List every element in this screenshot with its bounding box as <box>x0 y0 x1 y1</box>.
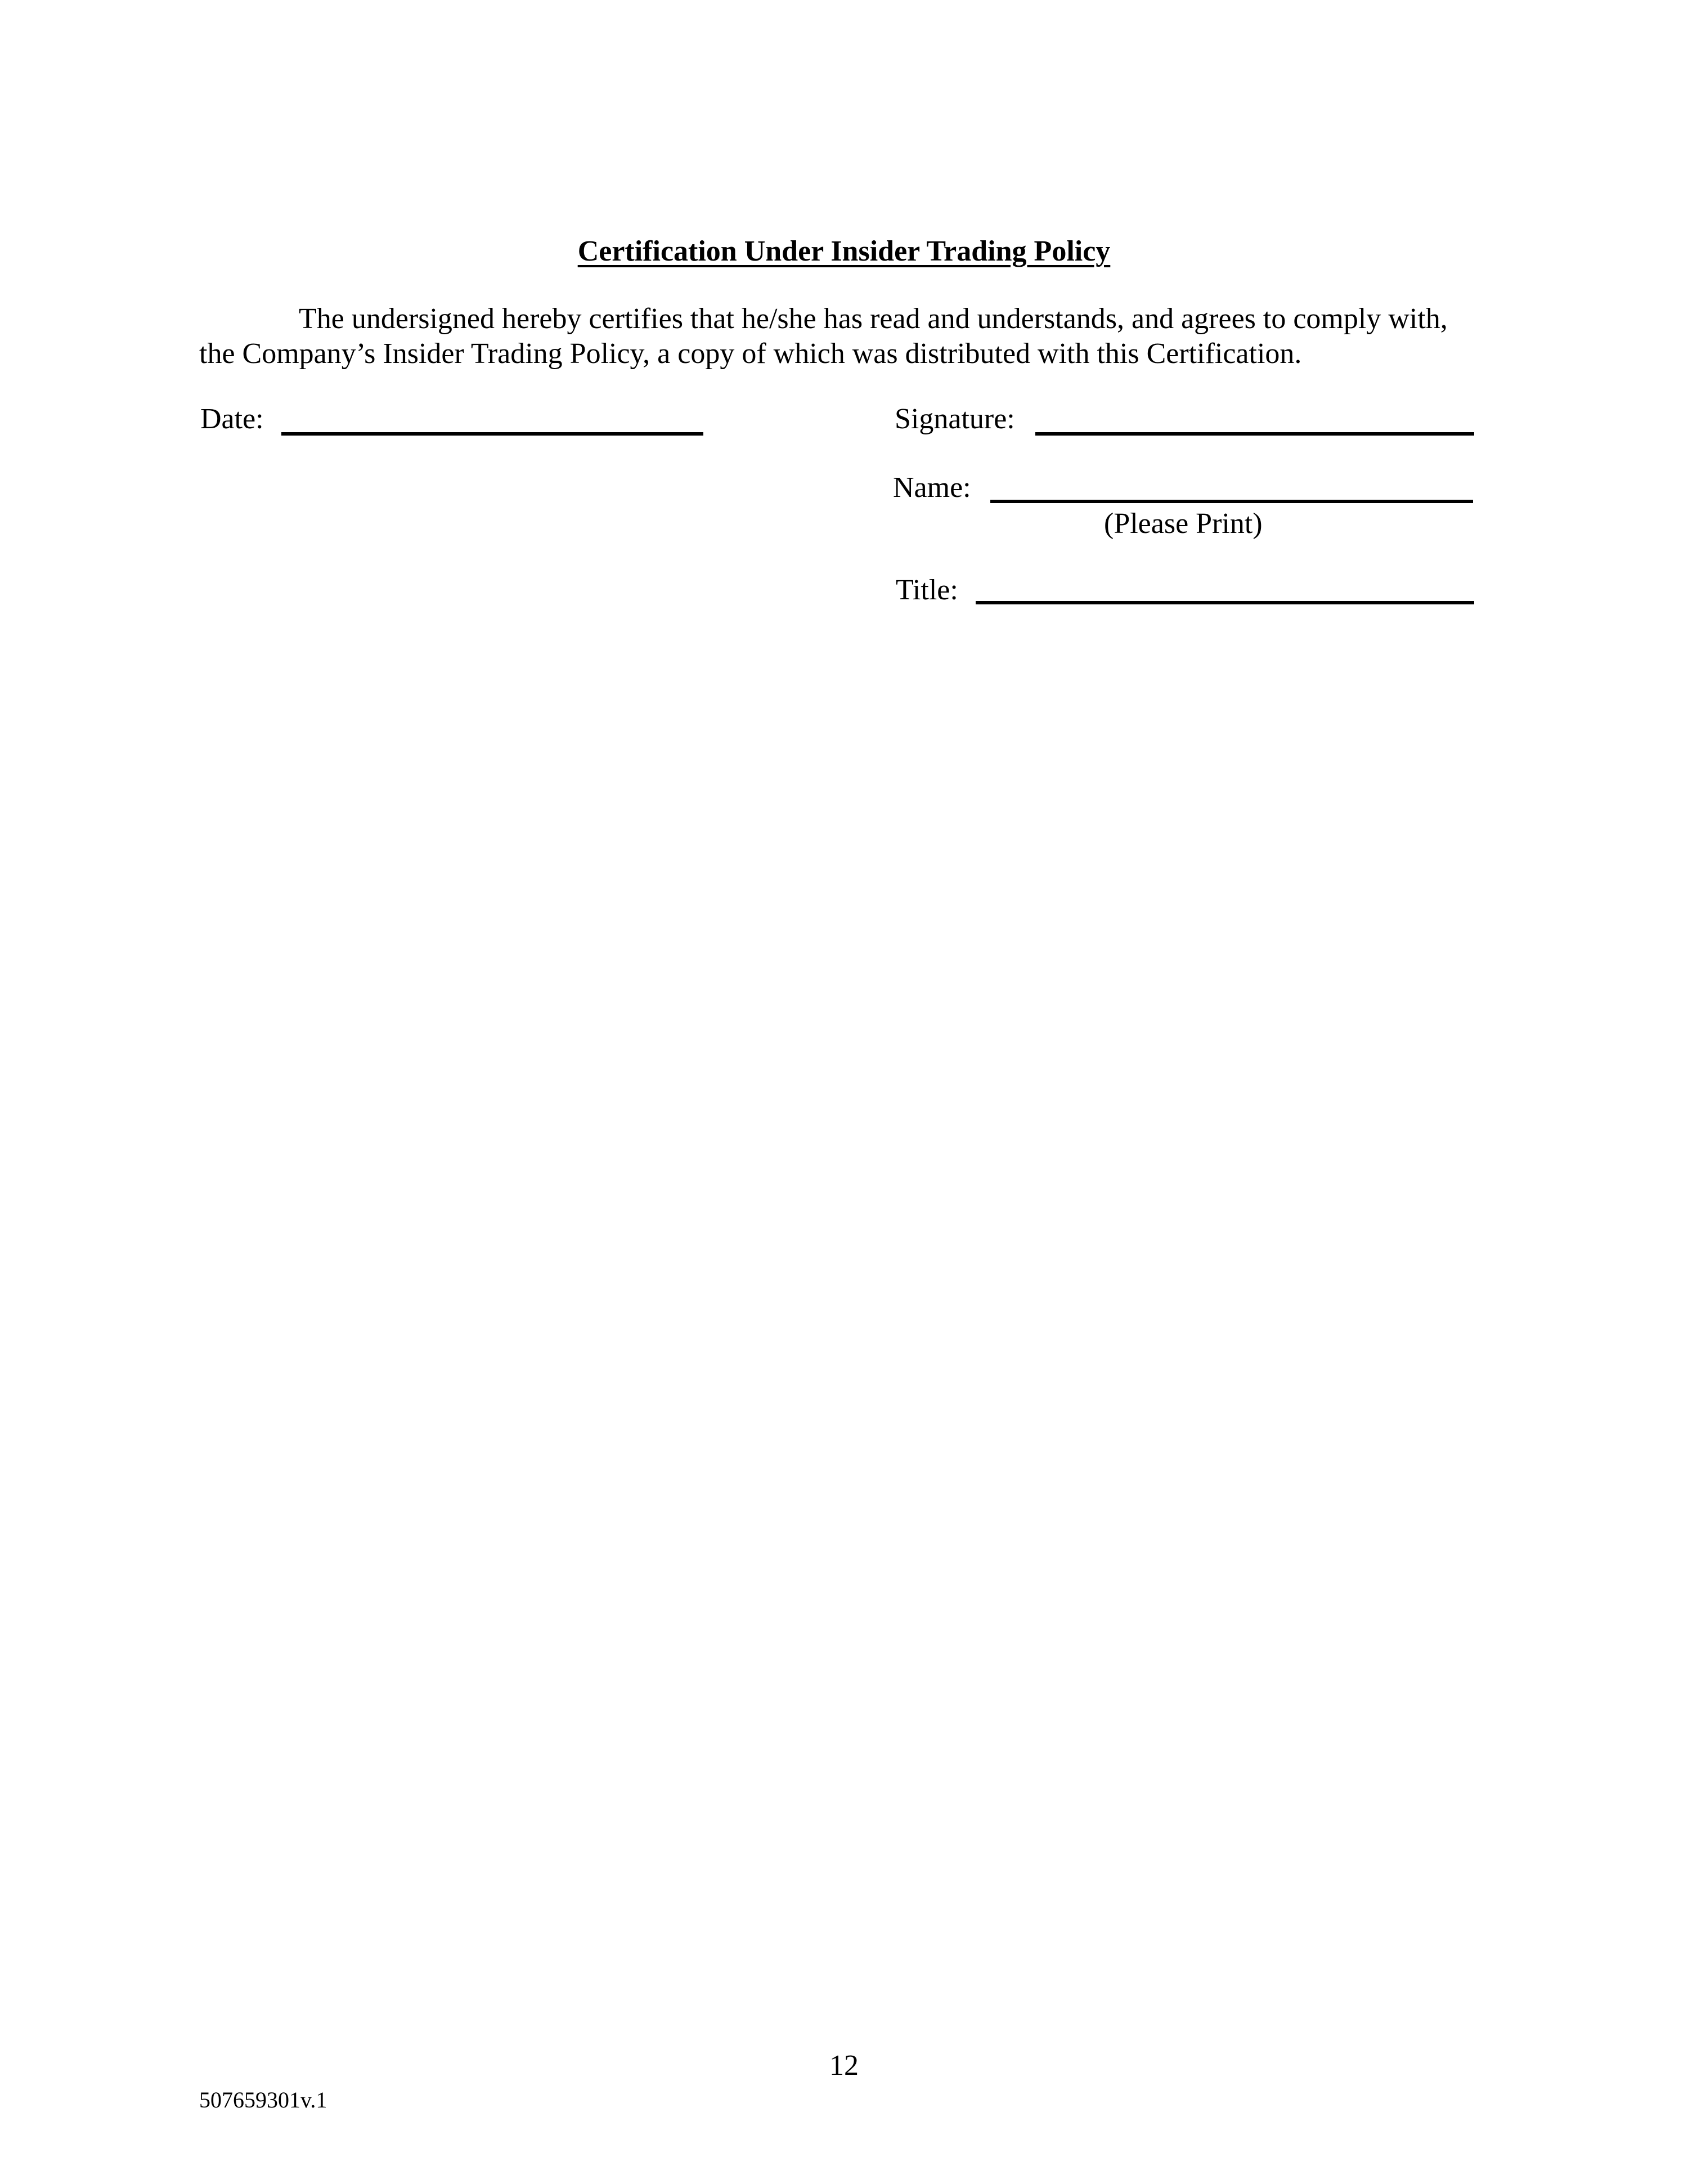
title-line[interactable] <box>976 601 1474 604</box>
page-title: Certification Under Insider Trading Policy <box>577 235 1111 267</box>
page-number: 12 <box>829 2050 859 2082</box>
title-label: Title: <box>896 574 958 606</box>
certification-paragraph <box>199 302 1493 371</box>
signature-label: Signature: <box>895 403 1015 435</box>
date-signature-line[interactable] <box>281 432 703 436</box>
date-label: Date: <box>200 403 264 435</box>
please-print-note: (Please Print) <box>1104 508 1263 540</box>
paragraph-line-2: the Company’s Insider Trading Policy, a copy of which was distributed with this Certification. <box>199 338 1302 370</box>
name-label: Name: <box>893 472 971 504</box>
signature-line[interactable] <box>1035 432 1474 436</box>
document-id: 507659301v.1 <box>199 2087 327 2113</box>
paragraph-line-1: The undersigned hereby certifies that he/she has read and understands, and agrees to comply with, <box>299 303 1448 335</box>
name-line[interactable] <box>990 500 1473 503</box>
